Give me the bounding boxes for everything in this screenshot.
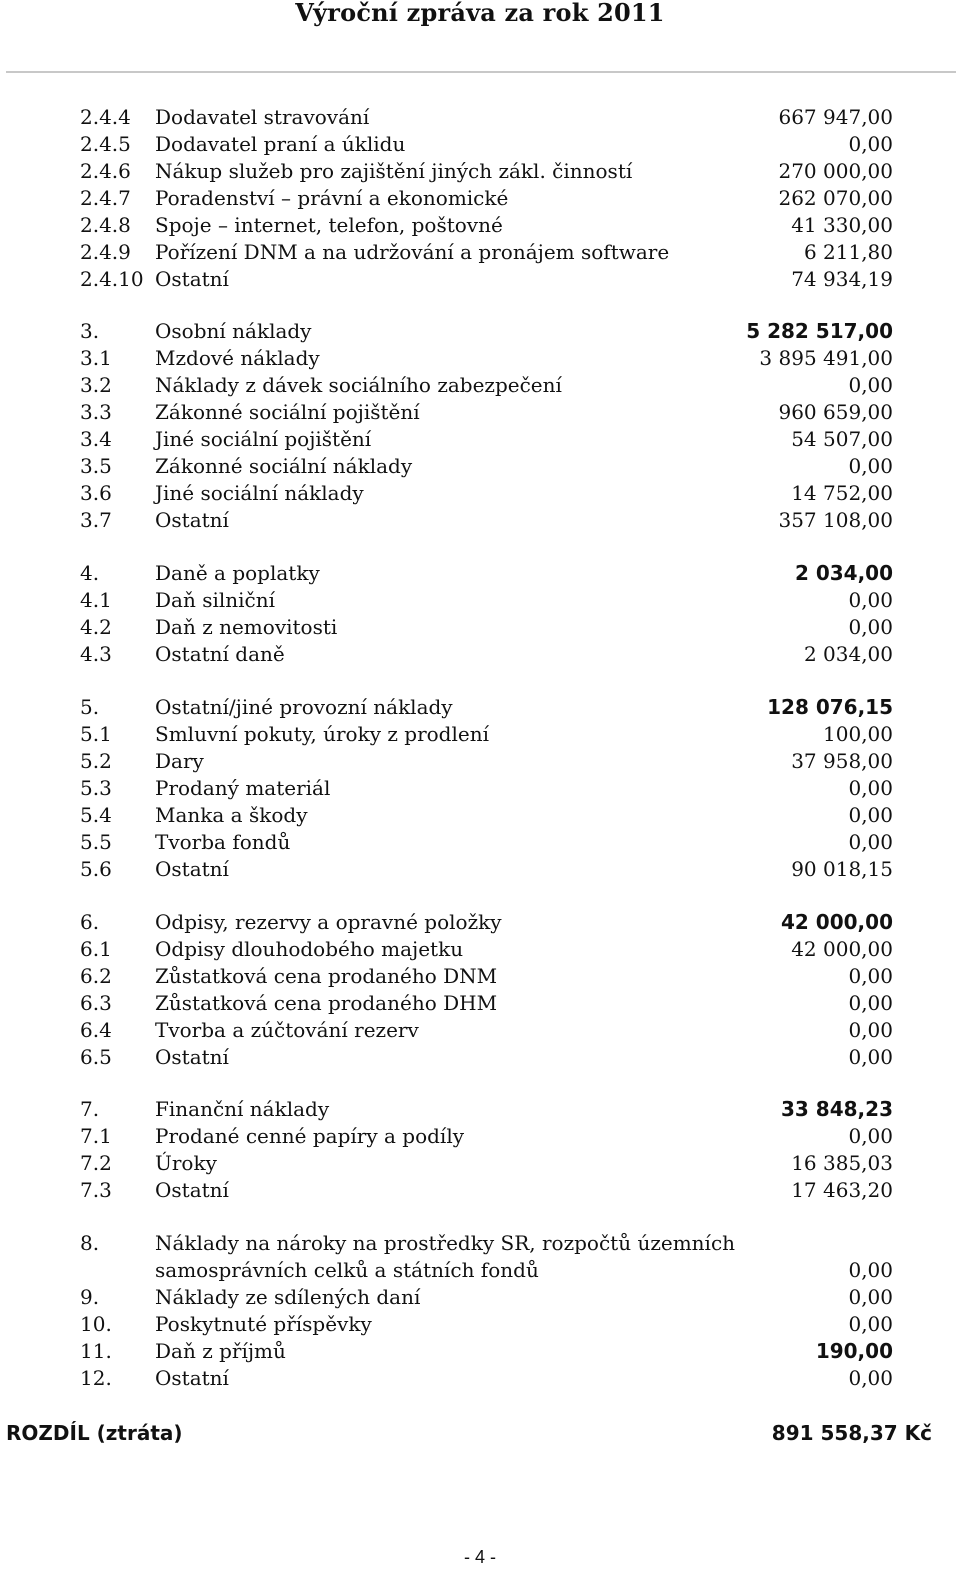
row-label: Ostatní — [155, 1178, 229, 1202]
row-label: Ostatní daně — [155, 642, 285, 666]
table-row — [0, 104, 960, 131]
row-value: 14 752,00 — [791, 481, 893, 505]
table-row — [0, 990, 960, 1017]
row-number: 5.6 — [80, 857, 112, 881]
table-row — [0, 748, 960, 775]
table-row — [0, 507, 960, 534]
table-row — [0, 641, 960, 668]
table-row — [0, 856, 960, 883]
table-row — [0, 399, 960, 426]
table-row — [0, 963, 960, 990]
row-value: 0,00 — [848, 1366, 893, 1390]
row-number: 3. — [80, 319, 100, 343]
row-value: 0,00 — [848, 588, 893, 612]
table-row — [0, 480, 960, 507]
row-number: 2.4.8 — [80, 213, 131, 237]
row-label: Zůstatková cena prodaného DNM — [155, 964, 498, 988]
row-value: 0,00 — [848, 1312, 893, 1336]
row-number: 2.4.9 — [80, 240, 131, 264]
row-number: 5.4 — [80, 803, 112, 827]
row-label: Mzdové náklady — [155, 346, 320, 370]
row-number: 4.3 — [80, 642, 112, 666]
table-row — [0, 318, 960, 345]
difference-label: ROZDÍL (ztráta) — [6, 1421, 183, 1445]
header-divider — [6, 71, 956, 73]
row-value: 74 934,19 — [791, 267, 893, 291]
row-number: 4. — [80, 561, 100, 585]
row-label: Prodané cenné papíry a podíly — [155, 1124, 465, 1148]
row-number: 3.6 — [80, 481, 112, 505]
table-row — [0, 1257, 960, 1284]
row-label: Úroky — [155, 1151, 217, 1175]
row-label: Ostatní — [155, 508, 229, 532]
row-number: 7.2 — [80, 1151, 112, 1175]
row-value: 37 958,00 — [791, 749, 893, 773]
row-value: 270 000,00 — [778, 159, 893, 183]
row-label: Osobní náklady — [155, 319, 312, 343]
row-label: Ostatní — [155, 857, 229, 881]
row-number: 6. — [80, 910, 100, 934]
row-label: Zůstatková cena prodaného DHM — [155, 991, 498, 1015]
row-number: 7.1 — [80, 1124, 112, 1148]
table-row — [0, 936, 960, 963]
table-row — [0, 694, 960, 721]
row-value: 42 000,00 — [791, 937, 893, 961]
row-value: 0,00 — [848, 1045, 893, 1069]
table-row — [0, 158, 960, 185]
row-number: 5.2 — [80, 749, 112, 773]
row-value: 6 211,80 — [803, 240, 893, 264]
row-label: Daň silniční — [155, 588, 276, 612]
table-row — [0, 1044, 960, 1071]
table-row — [0, 1017, 960, 1044]
row-value: 0,00 — [848, 1124, 893, 1148]
row-label: Dodavatel praní a úklidu — [155, 132, 406, 156]
row-value: 42 000,00 — [781, 910, 893, 934]
row-label: Jiné sociální pojištění — [155, 427, 372, 451]
row-label: Dodavatel stravování — [155, 105, 370, 129]
row-label: Manka a škody — [155, 803, 308, 827]
table-row — [0, 185, 960, 212]
row-label: Daně a poplatky — [155, 561, 320, 585]
row-value: 54 507,00 — [791, 427, 893, 451]
row-number: 3.2 — [80, 373, 112, 397]
row-value: 16 385,03 — [791, 1151, 893, 1175]
table-row — [0, 239, 960, 266]
row-label: Zákonné sociální pojištění — [155, 400, 420, 424]
row-number: 4.2 — [80, 615, 112, 639]
row-number: 2.4.7 — [80, 186, 131, 210]
row-label: Náklady na nároky na prostředky SR, rozpočtů územních — [155, 1231, 736, 1255]
row-value: 0,00 — [848, 454, 893, 478]
table-row — [0, 212, 960, 239]
row-label: Nákup služeb pro zajištění jiných zákl. činností — [155, 159, 633, 183]
table-row — [0, 560, 960, 587]
difference-value: 891 558,37 Kč — [771, 1421, 932, 1445]
table-row — [0, 131, 960, 158]
row-number: 7. — [80, 1097, 100, 1121]
table-row — [0, 453, 960, 480]
row-number: 3.5 — [80, 454, 112, 478]
table-row — [0, 266, 960, 293]
row-number: 4.1 — [80, 588, 112, 612]
table-row — [0, 1311, 960, 1338]
page-title: Výroční zpráva za rok 2011 — [295, 0, 665, 27]
row-label: Ostatní — [155, 1366, 229, 1390]
row-value: 17 463,20 — [791, 1178, 893, 1202]
table-row — [0, 1096, 960, 1123]
row-number: 2.4.4 — [80, 105, 131, 129]
row-label: Jiné sociální náklady — [155, 481, 364, 505]
row-number: 5.1 — [80, 722, 112, 746]
row-label: Smluvní pokuty, úroky z prodlení — [155, 722, 489, 746]
row-value: 2 034,00 — [794, 561, 893, 585]
row-number: 3.4 — [80, 427, 112, 451]
table-row — [0, 345, 960, 372]
row-value: 357 108,00 — [778, 508, 893, 532]
row-value: 0,00 — [848, 1258, 893, 1282]
row-label: Daň z nemovitosti — [155, 615, 338, 639]
table-row — [0, 1338, 960, 1365]
row-label: Dary — [155, 749, 204, 773]
row-number: 6.2 — [80, 964, 112, 988]
row-value: 41 330,00 — [791, 213, 893, 237]
row-number: 3.7 — [80, 508, 112, 532]
table-row — [0, 1365, 960, 1392]
row-value: 3 895 491,00 — [759, 346, 893, 370]
row-value: 0,00 — [848, 776, 893, 800]
row-number: 6.5 — [80, 1045, 112, 1069]
row-label: Odpisy dlouhodobého majetku — [155, 937, 464, 961]
row-number: 6.4 — [80, 1018, 112, 1042]
row-value: 0,00 — [848, 830, 893, 854]
page-number: - 4 - — [463, 1547, 496, 1567]
row-label: Tvorba a zúčtování rezerv — [155, 1018, 419, 1042]
row-number: 12. — [80, 1366, 112, 1390]
row-value: 0,00 — [848, 373, 893, 397]
row-number: 5.3 — [80, 776, 112, 800]
table-row — [0, 1230, 960, 1257]
table-row — [0, 1284, 960, 1311]
table-row — [0, 829, 960, 856]
row-number: 8. — [80, 1231, 100, 1255]
row-label: Spoje – internet, telefon, poštovné — [155, 213, 503, 237]
row-number: 5. — [80, 695, 100, 719]
row-number: 7.3 — [80, 1178, 112, 1202]
row-label: Poradenství – právní a ekonomické — [155, 186, 509, 210]
row-value: 0,00 — [848, 964, 893, 988]
row-number: 2.4.6 — [80, 159, 131, 183]
row-value: 262 070,00 — [778, 186, 893, 210]
table-row — [0, 426, 960, 453]
row-number: 6.1 — [80, 937, 112, 961]
row-label: samosprávních celků a státních fondů — [155, 1258, 539, 1282]
row-label: Poskytnuté příspěvky — [155, 1312, 372, 1336]
row-value: 0,00 — [848, 803, 893, 827]
table-row — [0, 802, 960, 829]
row-value: 0,00 — [848, 991, 893, 1015]
row-label: Tvorba fondů — [155, 830, 291, 854]
row-number: 10. — [80, 1312, 112, 1336]
row-value: 0,00 — [848, 1285, 893, 1309]
row-value: 960 659,00 — [778, 400, 893, 424]
row-label: Daň z příjmů — [155, 1339, 286, 1363]
row-number: 3.1 — [80, 346, 112, 370]
row-number: 2.4.10 — [80, 267, 144, 291]
row-label: Náklady ze sdílených daní — [155, 1285, 421, 1309]
row-value: 667 947,00 — [778, 105, 893, 129]
row-number: 6.3 — [80, 991, 112, 1015]
table-row — [0, 909, 960, 936]
row-label: Prodaný materiál — [155, 776, 331, 800]
row-number: 3.3 — [80, 400, 112, 424]
table-row — [0, 614, 960, 641]
row-value: 0,00 — [848, 615, 893, 639]
row-value: 90 018,15 — [791, 857, 893, 881]
row-value: 0,00 — [848, 132, 893, 156]
row-label: Ostatní — [155, 267, 229, 291]
row-value: 100,00 — [823, 722, 893, 746]
row-number: 11. — [80, 1339, 112, 1363]
row-label: Odpisy, rezervy a opravné položky — [155, 910, 502, 934]
row-number: 2.4.5 — [80, 132, 131, 156]
row-value: 128 076,15 — [767, 695, 893, 719]
row-label: Ostatní — [155, 1045, 229, 1069]
row-number: 9. — [80, 1285, 100, 1309]
row-value: 33 848,23 — [781, 1097, 893, 1121]
table-row — [0, 587, 960, 614]
table-row — [0, 775, 960, 802]
table-row — [0, 1150, 960, 1177]
difference-row — [0, 1418, 960, 1448]
row-value: 2 034,00 — [803, 642, 893, 666]
table-row — [0, 721, 960, 748]
row-number: 5.5 — [80, 830, 112, 854]
table-row — [0, 1123, 960, 1150]
row-label: Ostatní/jiné provozní náklady — [155, 695, 453, 719]
row-label: Náklady z dávek sociálního zabezpečení — [155, 373, 562, 397]
row-value: 5 282 517,00 — [746, 319, 893, 343]
table-row — [0, 1177, 960, 1204]
row-label: Pořízení DNM a na udržování a pronájem software — [155, 240, 670, 264]
row-value: 190,00 — [815, 1339, 893, 1363]
row-label: Zákonné sociální náklady — [155, 454, 413, 478]
row-label: Finanční náklady — [155, 1097, 330, 1121]
table-row — [0, 372, 960, 399]
row-value: 0,00 — [848, 1018, 893, 1042]
